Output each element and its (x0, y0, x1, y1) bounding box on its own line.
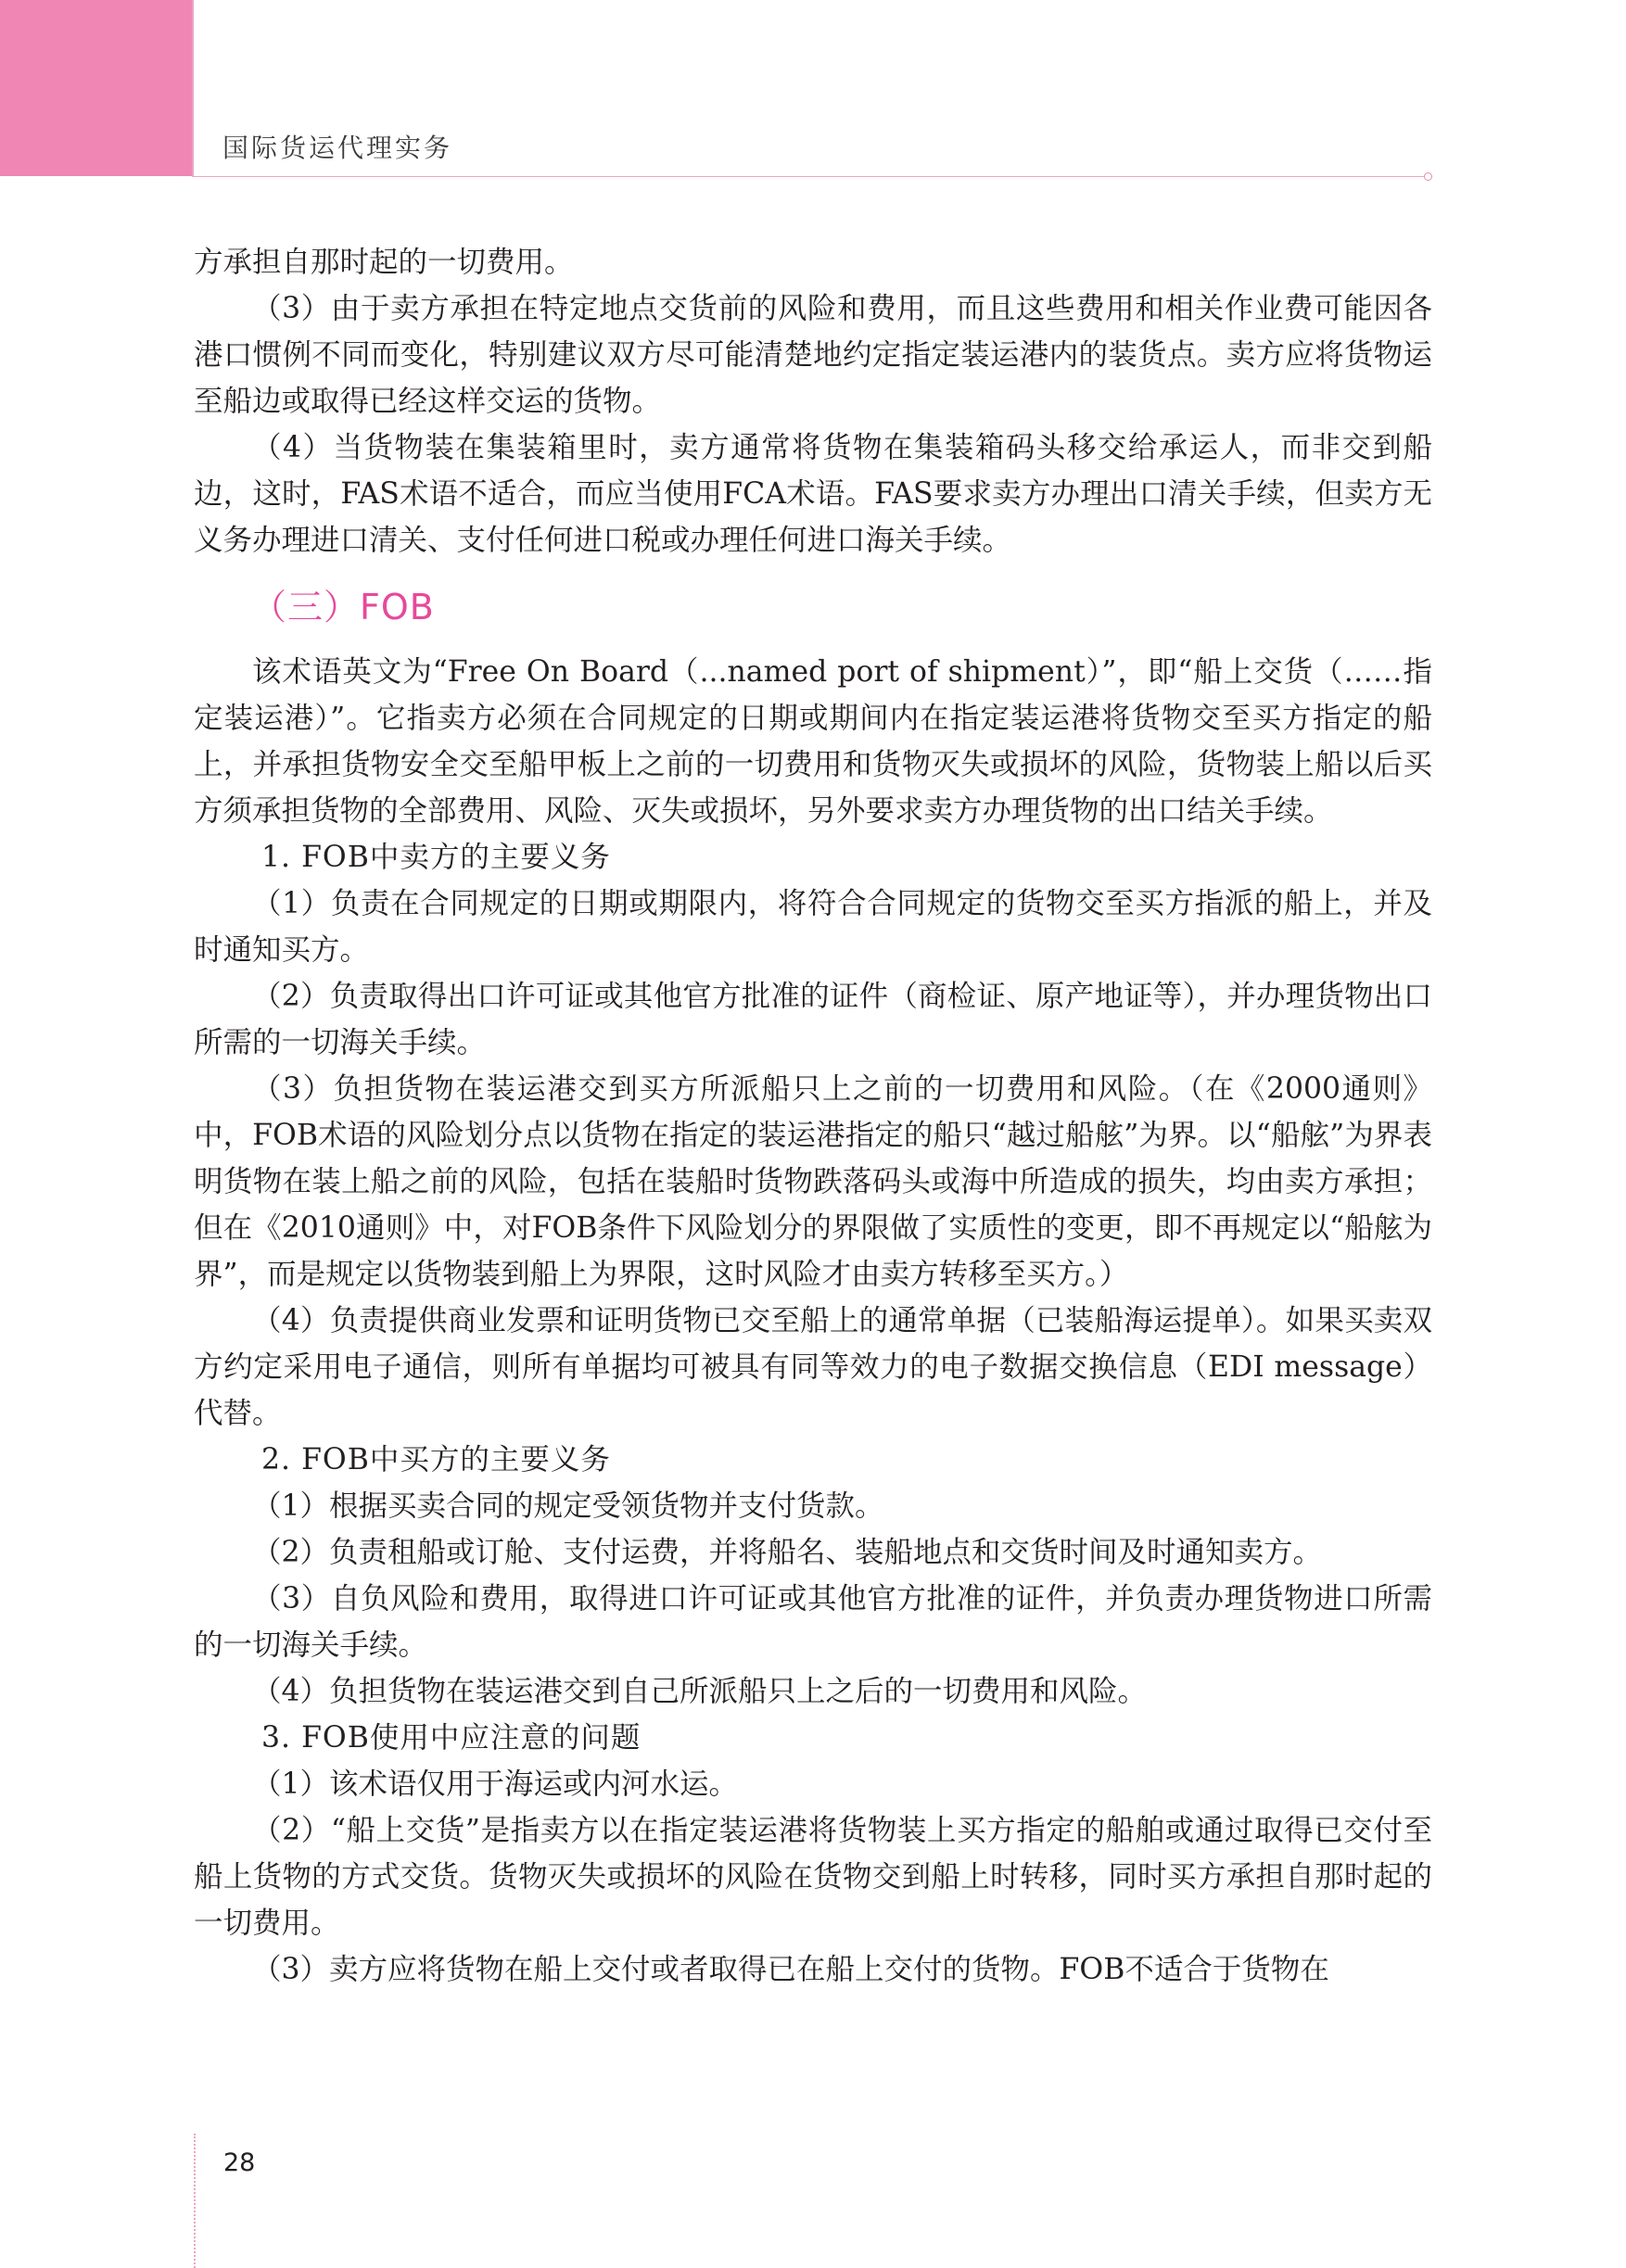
paragraph-fob-definition: 该术语英文为“Free On Board（...named port of shipment）”，即“船上交货（……指定装运港）”。它指卖方必须在合同规定的日期或期间内在指定装运港将货物交至买方指定的船上，并承担货物安全交至船甲板上之前的一切费用和货物灭失或损坏的风险，货物装上船以后买方须承担货物的全部费用、风险、灭失或损坏，另外要求卖方办理货物的出口结关手续。 (194, 655, 1432, 828)
paragraph: （2）负责租船或订舱、支付运费，并将船名、装船地点和交货时间及时通知卖方。 (252, 1536, 1323, 1569)
paragraph: （4）负责提供商业发票和证明货物已交至船上的通常单据（已装船海运提单）。如果买卖双方约定采用电子通信，则所有单据均可被具有同等效力的电子数据交换信息（EDI message）代替。 (194, 1304, 1432, 1430)
subheading-buyer-obligations: 2. FOB中买方的主要义务 (261, 1443, 611, 1476)
paragraph: （2）负责取得出口许可证或其他官方批准的证件（商检证、原产地证等），并办理货物出口所需的一切海关手续。 (194, 980, 1432, 1059)
running-header-title: 国际货运代理实务 (222, 133, 453, 163)
paragraph: （1）负责在合同规定的日期或期限内，将符合合同规定的货物交至买方指派的船上，并及时通知买方。 (194, 887, 1432, 967)
page-number: 28 (223, 2148, 256, 2177)
paragraph: （1）该术语仅用于海运或内河水运。 (252, 1768, 739, 1801)
paragraph: （3）卖方应将货物在船上交付或者取得已在船上交付的货物。FOB不适合于货物在 (252, 1953, 1329, 1986)
header-color-block (0, 0, 192, 176)
section-heading-fob: （三）FOB (251, 587, 435, 627)
paragraph: （3）自负风险和费用，取得进口许可证或其他官方批准的证件，并负责办理货物进口所需的一切海关手续。 (194, 1582, 1432, 1662)
footer-divider-dotted (194, 2134, 196, 2268)
paragraph: （1）根据买卖合同的规定受领货物并支付货款。 (252, 1489, 884, 1523)
subheading-seller-obligations: 1. FOB中卖方的主要义务 (261, 841, 611, 874)
page-body (194, 239, 1432, 1993)
paragraph-continued: 方承担自那时起的一切费用。 (194, 246, 574, 279)
paragraph: （4）当货物装在集装箱里时，卖方通常将货物在集装箱码头移交给承运人，而非交到船边，这时，FAS术语不适合，而应当使用FCA术语。FAS要求卖方办理出口清关手续，但卖方无义务办理进口清关、支付任何进口税或办理任何进口海关手续。 (194, 431, 1432, 557)
paragraph: （3）由于卖方承担在特定地点交货前的风险和费用，而且这些费用和相关作业费可能因各港口惯例不同而变化，特别建议双方尽可能清楚地约定指定装运港内的装货点。卖方应将货物运至船边或取得已经这样交运的货物。 (194, 292, 1432, 418)
paragraph: （2）“船上交货”是指卖方以在指定装运港将货物装上买方指定的船舶或通过取得已交付至船上货物的方式交货。货物灭失或损坏的风险在货物交到船上时转移，同时买方承担自那时起的一切费用。 (194, 1814, 1432, 1940)
paragraph: （3）负担货物在装运港交到买方所派船只上之前的一切费用和风险。（在《2000通则》中，FOB术语的风险划分点以货物在指定的装运港指定的船只“越过船舷”为界。以“船舷”为界表明货物在装上船之前的风险，包括在装船时货物跌落码头或海中所造成的损失，均由卖方承担；但在《2010通则》中，对FOB条件下风险划分的界限做了实质性的变更，即不再规定以“船舷为界”，而是规定以货物装到船上为界限，这时风险才由卖方转移至买方。） (194, 1072, 1432, 1291)
header-rule (192, 176, 1425, 177)
header-divider-vertical (192, 0, 194, 176)
paragraph: （4）负担货物在装运港交到自己所派船只上之后的一切费用和风险。 (252, 1675, 1148, 1708)
subheading-usage-notes: 3. FOB使用中应注意的问题 (261, 1721, 642, 1755)
header-rule-end-dot (1424, 172, 1432, 181)
